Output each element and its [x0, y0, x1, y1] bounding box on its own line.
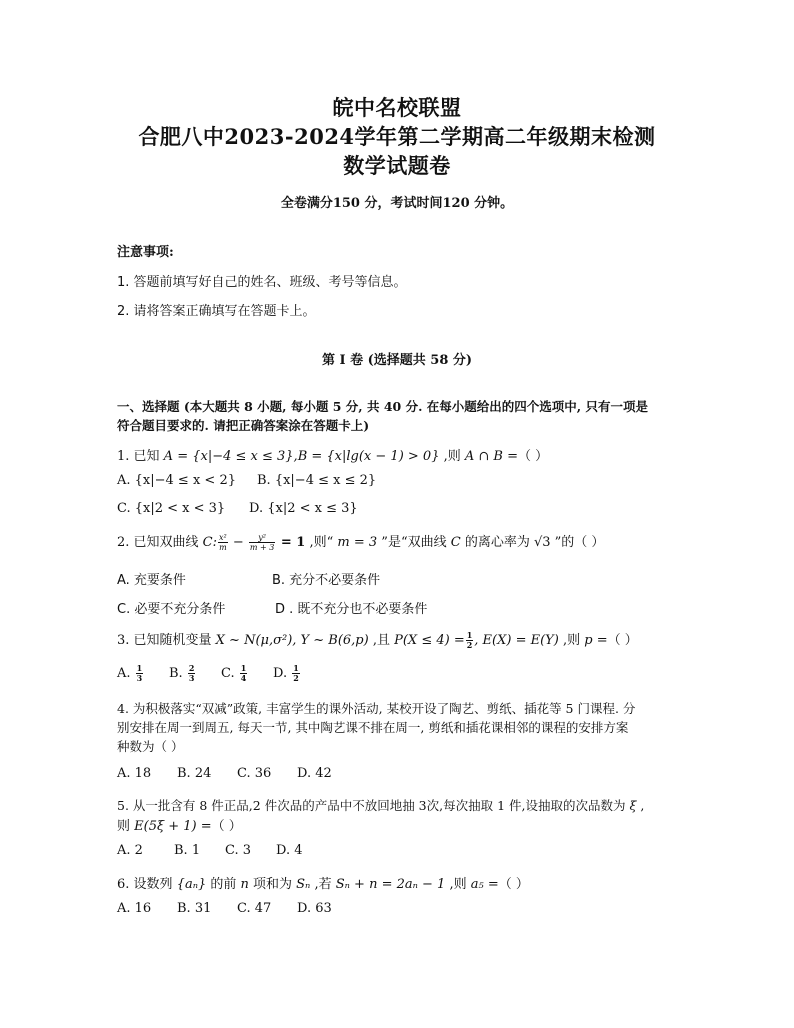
question-4-line2: 别安排在周一到周五, 每天一节, 其中陶艺课不排在周一, 剪纸和插花课相邻的课程的安排方案 [117, 720, 629, 735]
notice-heading: 注意事项: [117, 245, 174, 260]
school-alliance-title: 皖中名校联盟 [332, 95, 462, 120]
answer-paren: （ ） [498, 877, 529, 892]
q2-text: 的离心率为 [460, 535, 534, 550]
q5-option-b: B. 1 [174, 843, 201, 858]
q3-option-a [117, 664, 169, 683]
option-fraction [136, 664, 144, 683]
q5-option-a: A. 2 [117, 843, 143, 858]
q2-text: ”是“双曲线 [377, 535, 451, 550]
option-label: B. [169, 666, 183, 681]
q3-probability: P(X ≤ 4) = [394, 633, 465, 648]
q1-text: 1. 已知 [117, 449, 164, 464]
question-4-options [117, 766, 332, 781]
option-denominator: 3 [188, 673, 195, 683]
question-6-stem [117, 873, 529, 892]
question-1-options-row2 [117, 501, 358, 516]
q2-fraction-x [218, 533, 228, 552]
q3-numerator: 1 [466, 630, 473, 640]
question-4-line3: 种数为（ ） [117, 739, 184, 754]
q6-sequence: {aₙ} [176, 877, 207, 892]
q2-option-a: A. 充要条件 [117, 573, 186, 588]
option-denominator: 3 [136, 673, 143, 683]
q2-numerator: x² [219, 533, 227, 542]
q3-option-b [169, 664, 221, 683]
q5-xi: ξ [629, 798, 637, 813]
q6-text: ,若 [310, 877, 336, 892]
option-fraction [188, 664, 196, 683]
q1-expr: A ∩ B = [464, 449, 518, 464]
answer-paren: （ ） [607, 633, 638, 648]
q2-text: 2. 已知双曲线 [117, 535, 203, 550]
question-1-options-row1 [117, 473, 376, 488]
q3-option-d [273, 664, 301, 683]
q1-text: ,则 [439, 449, 465, 464]
q2-option-b: B. 充分不必要条件 [272, 573, 381, 588]
q6-option-c: C. 47 [237, 901, 272, 916]
q1-option-b: B. {x|−4 ≤ x ≤ 2} [257, 473, 377, 488]
option-label: C. [221, 666, 235, 681]
question-1-stem [117, 445, 548, 464]
q6-text: ,则 [445, 877, 471, 892]
q5-option-c: C. 3 [225, 843, 252, 858]
q2-fraction-y [249, 533, 275, 552]
option-denominator: 2 [293, 673, 299, 683]
question-2-options-row2 [117, 598, 427, 617]
q6-text: 项和为 [248, 877, 297, 892]
q2-curve-name: C: [202, 535, 217, 550]
q1-option-c: C. {x|2 < x < 3} [117, 501, 226, 516]
part-heading: 第 I 卷 (选择题共 58 分) [321, 353, 473, 368]
question-5-line1 [117, 796, 644, 814]
option-numerator: 1 [293, 663, 299, 673]
option-fraction [292, 664, 300, 683]
option-numerator: 2 [188, 663, 195, 673]
score-time-note: 全卷满分150 分，考试时间120 分钟。 [280, 196, 514, 211]
q3-denominator: 2 [466, 640, 473, 650]
q6-text: 的前 [206, 877, 241, 892]
subject-title: 数学试题卷 [343, 153, 451, 178]
q2-condition: m = 3 [337, 535, 378, 550]
option-fraction [240, 664, 248, 683]
q2-equals: = 1 [276, 535, 306, 550]
notice-item: 2. 请将答案正确填写在答题卡上。 [117, 304, 316, 319]
q5-text: 5. 从一批含有 8 件正品,2 件次品的产品中不放回地抽 3次,每次抽取 1 件,设抽取的次品数为 [117, 798, 630, 813]
q5-expr: E(5ξ + 1) = [134, 819, 212, 834]
q2-denominator: m + 3 [249, 543, 275, 552]
q3-expectation: , E(X) = E(Y) [474, 633, 559, 648]
q2-curve-ref: C [450, 535, 461, 550]
q3-option-c [221, 664, 273, 683]
q2-option-d: D . 既不充分也不必要条件 [275, 602, 428, 617]
q6-option-b: B. 31 [177, 901, 212, 916]
question-3-options [117, 664, 301, 683]
notice-item: 1. 答题前填写好自己的姓名、班级、考号等信息。 [117, 275, 407, 290]
q5-text: , [636, 798, 645, 813]
q3-text: ,则 [558, 633, 585, 648]
q6-sn: Sₙ [296, 877, 311, 892]
q2-numerator: y² [249, 533, 275, 543]
q3-ask: p = [584, 633, 608, 648]
q1-set-a: A = {x|−4 ≤ x ≤ 3}, [163, 449, 298, 464]
option-label: D. [273, 666, 288, 681]
answer-paren: （ ） [518, 449, 549, 464]
question-5-line2 [117, 815, 242, 834]
q4-option-b: B. 24 [177, 766, 212, 781]
option-denominator: 4 [240, 673, 247, 683]
q3-text: ,且 [368, 633, 395, 648]
q2-minus: − [228, 535, 248, 550]
question-2-stem [117, 531, 604, 552]
question-5-options [117, 843, 303, 858]
q1-set-b: B = {x|lg(x − 1) > 0} [297, 449, 440, 464]
q6-relation: Sₙ + n = 2aₙ − 1 [335, 877, 446, 892]
question-6-options [117, 901, 332, 916]
q6-n: n [240, 877, 249, 892]
q6-text: 6. 设数列 [117, 877, 177, 892]
q2-option-c: C. 必要不充分条件 [117, 602, 226, 617]
section-heading-line1: 一、选择题 (本大题共 8 小题, 每小题 5 分, 共 40 分. 在每小题给出的四个选项中, 只有一项是 [117, 399, 648, 414]
q4-option-d: D. 42 [297, 766, 332, 781]
option-numerator: 1 [240, 663, 247, 673]
q4-option-c: C. 36 [237, 766, 272, 781]
q1-option-d: D. {x|2 < x ≤ 3} [249, 501, 358, 516]
q2-root: √3 [533, 535, 551, 550]
exam-title: 合肥八中2023-2024学年第二学期高二年级期末检测 [138, 124, 656, 149]
question-3-stem [117, 629, 638, 650]
q3-distributions: X ~ N(μ,σ²), Y ~ B(6,p) [215, 633, 369, 648]
q6-option-a: A. 16 [117, 901, 152, 916]
q2-denominator: m [219, 543, 227, 552]
q2-text: ,则“ [305, 535, 338, 550]
q4-option-a: A. 18 [117, 766, 152, 781]
q5-text: 则 [117, 819, 135, 834]
q3-half-fraction [466, 631, 474, 650]
q5-option-d: D. 4 [276, 843, 303, 858]
q2-text: ”的（ ） [550, 535, 605, 550]
q6-ask: a₅ = [470, 877, 499, 892]
answer-paren: （ ） [211, 819, 242, 834]
section-heading-line2: 符合题目要求的. 请把正确答案涂在答题卡上) [117, 418, 370, 433]
q6-option-d: D. 63 [297, 901, 332, 916]
option-numerator: 1 [136, 663, 143, 673]
question-4-line1: 4. 为积极落实“双减”政策, 丰富学生的课外活动, 某校开设了陶艺、剪纸、插花等 5 门课程. 分 [117, 701, 636, 716]
q3-text: 3. 已知随机变量 [117, 633, 216, 648]
q1-option-a: A. {x|−4 ≤ x < 2} [117, 473, 236, 488]
question-2-options-row1 [117, 569, 380, 588]
option-label: A. [117, 666, 131, 681]
